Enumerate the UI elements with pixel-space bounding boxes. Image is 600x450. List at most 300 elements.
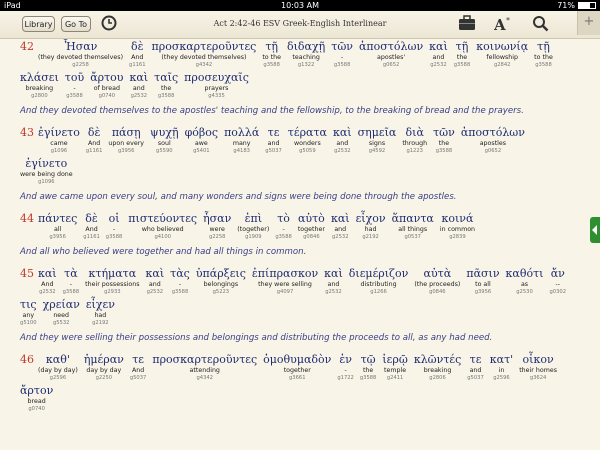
english-gloss: upon every xyxy=(108,140,145,147)
strongs-number: g2532 xyxy=(325,289,342,295)
interlinear-word[interactable] xyxy=(20,71,59,99)
strongs-number: g2258 xyxy=(208,234,226,240)
greek-word: εἶχεν xyxy=(85,298,115,311)
interlinear-word[interactable] xyxy=(466,267,499,295)
english-gloss: and xyxy=(432,54,445,61)
strongs-number: g5037 xyxy=(265,148,282,154)
strongs-number: g3588 xyxy=(62,289,80,295)
strongs-number: g2250 xyxy=(95,375,113,381)
greek-word: καὶ xyxy=(324,267,343,280)
greek-word: κλῶντές xyxy=(413,353,462,366)
interlinear-word[interactable] xyxy=(534,40,553,68)
english-gloss: they were selling xyxy=(258,281,312,288)
english-gloss: (they devoted themselves) xyxy=(38,54,124,61)
strongs-number: g0652 xyxy=(382,62,400,68)
interlinear-word[interactable] xyxy=(154,71,178,99)
strongs-number: g2806 xyxy=(429,375,446,381)
strongs-number: g3624 xyxy=(529,375,547,381)
greek-word: καθ' xyxy=(45,353,70,366)
interlinear-word[interactable] xyxy=(86,126,103,154)
interlinear-word[interactable] xyxy=(20,384,53,412)
interlinear-word[interactable] xyxy=(150,126,179,154)
greek-word: τῇ xyxy=(265,40,278,53)
interlinear-word[interactable] xyxy=(429,40,448,68)
strongs-number: g3588 xyxy=(453,62,471,68)
greek-word: ὁμοθυμαδὸν xyxy=(263,353,332,366)
interlinear-word[interactable] xyxy=(331,40,353,68)
strongs-number: g1161 xyxy=(83,234,100,240)
interlinear-word[interactable] xyxy=(359,40,423,68)
interlinear-word[interactable] xyxy=(356,212,386,240)
english-gloss: to the xyxy=(534,54,553,61)
battery-indicator xyxy=(557,0,596,11)
greek-word: πᾶσιν xyxy=(466,267,500,280)
strongs-number: g2192 xyxy=(362,234,379,240)
interlinear-word[interactable] xyxy=(382,353,407,381)
greek-word: τοῦ xyxy=(64,71,85,84)
strongs-number: g3588 xyxy=(105,234,123,240)
greek-word: τὰς xyxy=(170,267,190,280)
interlinear-word[interactable] xyxy=(185,126,218,154)
interlinear-word[interactable] xyxy=(324,267,343,295)
english-gloss: breaking xyxy=(25,85,54,92)
interlinear-word[interactable] xyxy=(349,267,409,295)
english-gloss: distributing xyxy=(360,281,397,288)
english-gloss: - xyxy=(112,226,116,233)
strongs-number: g1096 xyxy=(50,148,68,154)
interlinear-word[interactable] xyxy=(146,267,165,295)
english-gloss: of bread xyxy=(93,85,120,92)
english-gloss: need xyxy=(53,312,70,319)
strongs-number: g3588 xyxy=(333,62,351,68)
greek-word: ἀποστόλων xyxy=(359,40,424,53)
english-gloss: came xyxy=(50,140,68,147)
strongs-number: g5100 xyxy=(20,320,37,326)
strongs-number: g4592 xyxy=(368,148,386,154)
interlinear-word[interactable] xyxy=(275,212,292,240)
strongs-number: g3956 xyxy=(474,289,492,295)
interlinear-word[interactable] xyxy=(265,126,282,154)
english-gloss: - xyxy=(344,367,347,374)
greek-word: ἐγίνετο xyxy=(38,126,80,139)
strongs-number: g2933 xyxy=(104,289,121,295)
greek-word: τε xyxy=(132,353,144,366)
interlinear-word[interactable] xyxy=(85,267,139,295)
interlinear-word[interactable] xyxy=(38,267,57,295)
english-gloss: attending xyxy=(189,367,220,374)
interlinear-word[interactable] xyxy=(43,298,80,326)
greek-word: οἱ xyxy=(108,212,120,225)
greek-word: φόβος xyxy=(184,126,219,139)
interlinear-word[interactable] xyxy=(461,126,525,154)
greek-word: καθότι xyxy=(505,267,544,280)
greek-word: δὲ xyxy=(85,212,98,225)
greek-word: πάσῃ xyxy=(111,126,141,139)
strongs-number: g1161 xyxy=(129,62,146,68)
english-gloss: awe xyxy=(194,140,208,147)
greek-word: κοινωνίᾳ xyxy=(476,40,529,53)
english-gloss: the xyxy=(362,367,374,374)
verse-number[interactable]: 44 xyxy=(20,212,34,225)
verse-number[interactable]: 43 xyxy=(20,126,34,139)
interlinear-word[interactable] xyxy=(170,267,190,295)
english-gloss: (together) xyxy=(237,226,270,233)
strongs-number: g4100 xyxy=(154,234,171,240)
interlinear-word[interactable] xyxy=(196,267,246,295)
english-gloss: together xyxy=(283,367,311,374)
interlinear-word[interactable] xyxy=(287,40,325,68)
interlinear-word[interactable] xyxy=(90,71,123,99)
greek-word: Ἦσαν xyxy=(63,40,98,53)
english-gloss: And xyxy=(131,367,145,374)
greek-word: ψυχῇ xyxy=(150,126,179,139)
interlinear-word[interactable] xyxy=(358,126,397,154)
english-gloss: teaching xyxy=(292,54,320,61)
greek-word: τῶν xyxy=(433,126,455,139)
greek-word: προσευχαῖς xyxy=(184,71,249,84)
interlinear-word[interactable] xyxy=(333,126,352,154)
english-gloss: and xyxy=(132,85,145,92)
english-gloss: who believed xyxy=(141,226,184,233)
greek-word: προσκαρτεροῦντες xyxy=(152,353,258,366)
english-gloss: belongings xyxy=(203,281,239,288)
plus-icon[interactable]: + xyxy=(577,11,600,35)
interlinear-word[interactable] xyxy=(20,157,73,185)
english-gloss: (they devoted themselves) xyxy=(161,54,247,61)
english-gloss: and xyxy=(327,281,340,288)
greek-word: χρείαν xyxy=(42,298,80,311)
interlinear-word[interactable] xyxy=(38,212,77,240)
search-icon[interactable] xyxy=(532,15,549,36)
greek-word: ἐν xyxy=(339,353,352,366)
greek-word: ἀποστόλων xyxy=(460,126,525,139)
interlinear-word[interactable] xyxy=(490,353,513,381)
greek-word: πιστεύοντες xyxy=(128,212,198,225)
strongs-number: g1223 xyxy=(406,148,423,154)
interlinear-word[interactable] xyxy=(414,353,461,381)
greek-word: ἱερῷ xyxy=(382,353,408,366)
briefcase-icon[interactable] xyxy=(458,15,476,35)
english-gloss: all xyxy=(53,226,62,233)
carrier-label: iPad xyxy=(4,1,21,10)
english-gloss: - xyxy=(73,85,76,92)
strongs-number: g4335 xyxy=(208,93,225,99)
interlinear-content xyxy=(20,40,580,415)
english-gloss: the xyxy=(456,54,468,61)
greek-word: σημεῖα xyxy=(357,126,397,139)
english-gloss: And xyxy=(131,54,144,61)
strongs-number: g0846 xyxy=(429,289,446,295)
interlinear-word[interactable] xyxy=(440,212,475,240)
interlinear-word[interactable] xyxy=(130,353,147,381)
verse-46 xyxy=(20,353,580,415)
strongs-number: g2532 xyxy=(332,234,349,240)
greek-word: ἦσαν xyxy=(203,212,232,225)
interlinear-word[interactable] xyxy=(476,40,528,68)
clock: 10:03 AM xyxy=(281,1,319,10)
library-button[interactable]: Library xyxy=(22,16,55,32)
english-gloss: through xyxy=(402,140,428,147)
greek-word: ἡμέραν xyxy=(83,353,124,366)
english-gloss: signs xyxy=(368,140,386,147)
strongs-number: g2596 xyxy=(493,375,510,381)
strongs-number: g3956 xyxy=(117,148,135,154)
english-gloss: as xyxy=(520,281,529,288)
svg-text:*: * xyxy=(506,16,510,25)
verse-number[interactable]: 45 xyxy=(20,267,34,280)
english-gloss: to all xyxy=(475,281,491,288)
strongs-number: g0846 xyxy=(303,234,320,240)
english-gloss: and xyxy=(148,281,161,288)
greek-word: πολλά xyxy=(224,126,260,139)
interlinear-word[interactable] xyxy=(224,126,259,154)
strongs-number: g1722 xyxy=(337,375,354,381)
english-gloss: (day by day) xyxy=(38,367,78,374)
english-gloss: and xyxy=(336,140,349,147)
strongs-number: g5401 xyxy=(193,148,210,154)
strongs-number: g2532 xyxy=(430,62,447,68)
greek-word: δὲ xyxy=(87,126,101,139)
strongs-number: g0740 xyxy=(28,406,45,412)
interlinear-word[interactable] xyxy=(84,353,124,381)
strongs-number: g2532 xyxy=(39,289,56,295)
strongs-number: g2839 xyxy=(449,234,466,240)
strongs-number: g5532 xyxy=(52,320,70,326)
greek-word: καὶ xyxy=(38,267,57,280)
greek-word: διεμέριζον xyxy=(348,267,409,280)
greek-word: διδαχῇ xyxy=(287,40,326,53)
english-gloss: temple xyxy=(384,367,407,374)
greek-word: ἐγίνετο xyxy=(25,157,68,170)
strongs-number: g1161 xyxy=(85,148,103,154)
greek-word: κτήματα xyxy=(88,267,137,280)
verse-translation: And they were selling their possessions and belongings and distributing the proceeds to all, as any had need. xyxy=(20,333,493,343)
verse-translation: And they devoted themselves to the apostles' teaching and the fellowship, to the breaking of bread and the prayers. xyxy=(20,106,524,116)
strongs-number: g3588 xyxy=(435,148,453,154)
greek-word: τῶν xyxy=(331,40,353,53)
strongs-number: g0537 xyxy=(404,234,421,240)
interlinear-word[interactable] xyxy=(506,267,544,295)
interlinear-word[interactable] xyxy=(331,212,350,240)
greek-word: τε xyxy=(267,126,280,139)
interlinear-word[interactable] xyxy=(20,298,37,326)
strongs-number: g5059 xyxy=(299,148,316,154)
verse-43 xyxy=(20,126,580,202)
english-gloss: the xyxy=(438,140,450,147)
greek-word: δὲ xyxy=(131,40,144,53)
strongs-number: g5037 xyxy=(467,375,484,381)
english-gloss: apostles xyxy=(479,140,507,147)
greek-word: τέρατα xyxy=(287,126,327,139)
strongs-number: g3588 xyxy=(535,62,552,68)
english-gloss: many xyxy=(232,140,251,147)
strongs-number: g3661 xyxy=(289,375,306,381)
interlinear-word[interactable] xyxy=(203,212,231,240)
interlinear-word[interactable] xyxy=(454,40,471,68)
strongs-number: g3588 xyxy=(359,375,377,381)
english-gloss: fellowship xyxy=(486,54,519,61)
english-gloss: together xyxy=(297,226,325,233)
verse-44 xyxy=(20,212,580,257)
strongs-number: g2800 xyxy=(31,93,48,99)
interlinear-word[interactable] xyxy=(252,267,318,295)
greek-word: ἄρτου xyxy=(90,71,124,84)
interlinear-word[interactable] xyxy=(128,212,197,240)
interlinear-word[interactable] xyxy=(106,212,123,240)
battery-icon xyxy=(578,2,596,9)
greek-word: πάντες xyxy=(38,212,78,225)
strongs-number: g2596 xyxy=(49,375,67,381)
english-gloss: in xyxy=(498,367,505,374)
interlinear-word[interactable] xyxy=(38,126,80,154)
interlinear-line xyxy=(20,353,580,415)
goto-button[interactable]: Go To xyxy=(61,16,91,32)
greek-word: τὸ xyxy=(277,212,290,225)
greek-word: προσκαρτεροῦντες xyxy=(151,40,257,53)
english-gloss: their possessions xyxy=(85,281,140,288)
interlinear-word[interactable] xyxy=(392,212,434,240)
strongs-number: g5590 xyxy=(156,148,173,154)
verse-number[interactable]: 46 xyxy=(20,353,34,366)
interlinear-line xyxy=(20,212,580,243)
interlinear-word[interactable] xyxy=(65,71,84,99)
interlinear-line xyxy=(20,40,580,102)
interlinear-word[interactable] xyxy=(402,126,427,154)
interlinear-word[interactable] xyxy=(152,353,257,381)
text-size-icon[interactable] xyxy=(494,15,514,36)
greek-word: τῇ xyxy=(455,40,469,53)
english-gloss: were xyxy=(209,226,225,233)
strongs-number: g1322 xyxy=(297,62,315,68)
interlinear-word[interactable] xyxy=(130,71,149,99)
interlinear-word[interactable] xyxy=(108,126,144,154)
interlinear-word[interactable] xyxy=(262,40,281,68)
greek-word: ταῖς xyxy=(154,71,179,84)
english-gloss: and xyxy=(334,226,347,233)
greek-word: ἐπίπρασκον xyxy=(251,267,319,280)
interlinear-word[interactable] xyxy=(288,126,327,154)
interlinear-word[interactable] xyxy=(237,212,269,240)
interlinear-word[interactable] xyxy=(337,353,354,381)
english-gloss: - xyxy=(178,281,182,288)
strongs-number: g3588 xyxy=(157,93,175,99)
verse-number[interactable]: 42 xyxy=(20,40,34,53)
greek-word: ὑπάρξεις xyxy=(195,267,246,280)
verse-translation: And all who believed were together and had all things in common. xyxy=(20,247,307,257)
strongs-number: g1096 xyxy=(38,179,55,185)
interlinear-word[interactable] xyxy=(467,353,484,381)
interlinear-word[interactable] xyxy=(184,71,249,99)
english-gloss: the xyxy=(160,85,172,92)
english-gloss: any xyxy=(22,312,35,319)
greek-word: τῷ xyxy=(360,353,376,366)
strongs-number: g4097 xyxy=(276,289,294,295)
strongs-number: g5037 xyxy=(129,375,147,381)
strongs-number: g2192 xyxy=(92,320,109,326)
greek-word: τις xyxy=(20,298,37,311)
strongs-number: g3588 xyxy=(263,62,280,68)
interlinear-word[interactable] xyxy=(83,212,100,240)
english-gloss: -- xyxy=(555,281,561,288)
strongs-number: g2532 xyxy=(130,93,148,99)
greek-word: τῇ xyxy=(537,40,550,53)
english-gloss: bread xyxy=(27,398,46,405)
page-title: Act 2:42-46 ESV Greek-English Interlinear xyxy=(213,19,387,28)
english-gloss: soul xyxy=(157,140,171,147)
interlinear-word[interactable] xyxy=(414,267,460,295)
greek-word: αὐτὰ xyxy=(423,267,452,280)
greek-word: ἐπὶ xyxy=(244,212,263,225)
interlinear-word[interactable] xyxy=(129,40,146,68)
english-gloss: their homes xyxy=(519,367,557,374)
svg-text:A: A xyxy=(494,16,506,32)
strongs-number: g0740 xyxy=(98,93,116,99)
greek-word: καὶ xyxy=(129,71,149,84)
strongs-number: g3588 xyxy=(171,289,189,295)
interlinear-line xyxy=(20,267,580,329)
greek-word: ἄν xyxy=(550,267,565,280)
interlinear-word[interactable] xyxy=(86,298,115,326)
side-panel-tab-icon[interactable] xyxy=(590,217,600,243)
greek-word: ἅπαντα xyxy=(391,212,434,225)
strongs-number: g2411 xyxy=(386,375,404,381)
interlinear-word[interactable] xyxy=(433,126,455,154)
english-gloss: And xyxy=(87,140,101,147)
greek-word: καὶ xyxy=(333,126,352,139)
english-gloss: And xyxy=(85,226,98,233)
greek-word: αὐτὸ xyxy=(297,212,325,225)
strongs-number: g3588 xyxy=(66,93,83,99)
strongs-number: g1266 xyxy=(370,289,387,295)
greek-word: ἄρτον xyxy=(20,384,54,397)
interlinear-word[interactable] xyxy=(360,353,377,381)
greek-word: καὶ xyxy=(145,267,165,280)
interlinear-word[interactable] xyxy=(63,267,80,295)
english-gloss: - xyxy=(340,54,344,61)
english-gloss: wonders xyxy=(294,140,321,147)
english-gloss: and xyxy=(267,140,280,147)
english-gloss: breaking xyxy=(423,367,452,374)
greek-word: κατ' xyxy=(489,353,514,366)
interlinear-word[interactable] xyxy=(263,353,331,381)
interlinear-word[interactable] xyxy=(152,40,257,68)
strongs-number: g4342 xyxy=(196,375,213,381)
english-gloss: - xyxy=(69,281,73,288)
english-gloss: to the xyxy=(262,54,281,61)
english-gloss: - xyxy=(282,226,285,233)
english-gloss: in common xyxy=(439,226,476,233)
strongs-number: g1909 xyxy=(245,234,262,240)
greek-word: διὰ xyxy=(405,126,424,139)
strongs-number: g3956 xyxy=(49,234,66,240)
strongs-number: g4183 xyxy=(233,148,250,154)
toolbar xyxy=(0,11,600,39)
greek-word: κοινά xyxy=(441,212,474,225)
battery-percent: 71% xyxy=(557,1,575,10)
greek-word: τε xyxy=(469,353,482,366)
strongs-number: g0302 xyxy=(549,289,566,295)
interlinear-word[interactable] xyxy=(298,212,325,240)
english-gloss: were being done xyxy=(20,171,73,178)
interlinear-word[interactable] xyxy=(38,353,78,381)
greek-word: καὶ xyxy=(429,40,448,53)
strongs-number: g4342 xyxy=(195,62,213,68)
interlinear-word[interactable] xyxy=(38,40,123,68)
english-gloss: had xyxy=(94,312,107,319)
interlinear-word[interactable] xyxy=(550,267,567,295)
interlinear-word[interactable] xyxy=(519,353,557,381)
english-gloss: And xyxy=(41,281,54,288)
